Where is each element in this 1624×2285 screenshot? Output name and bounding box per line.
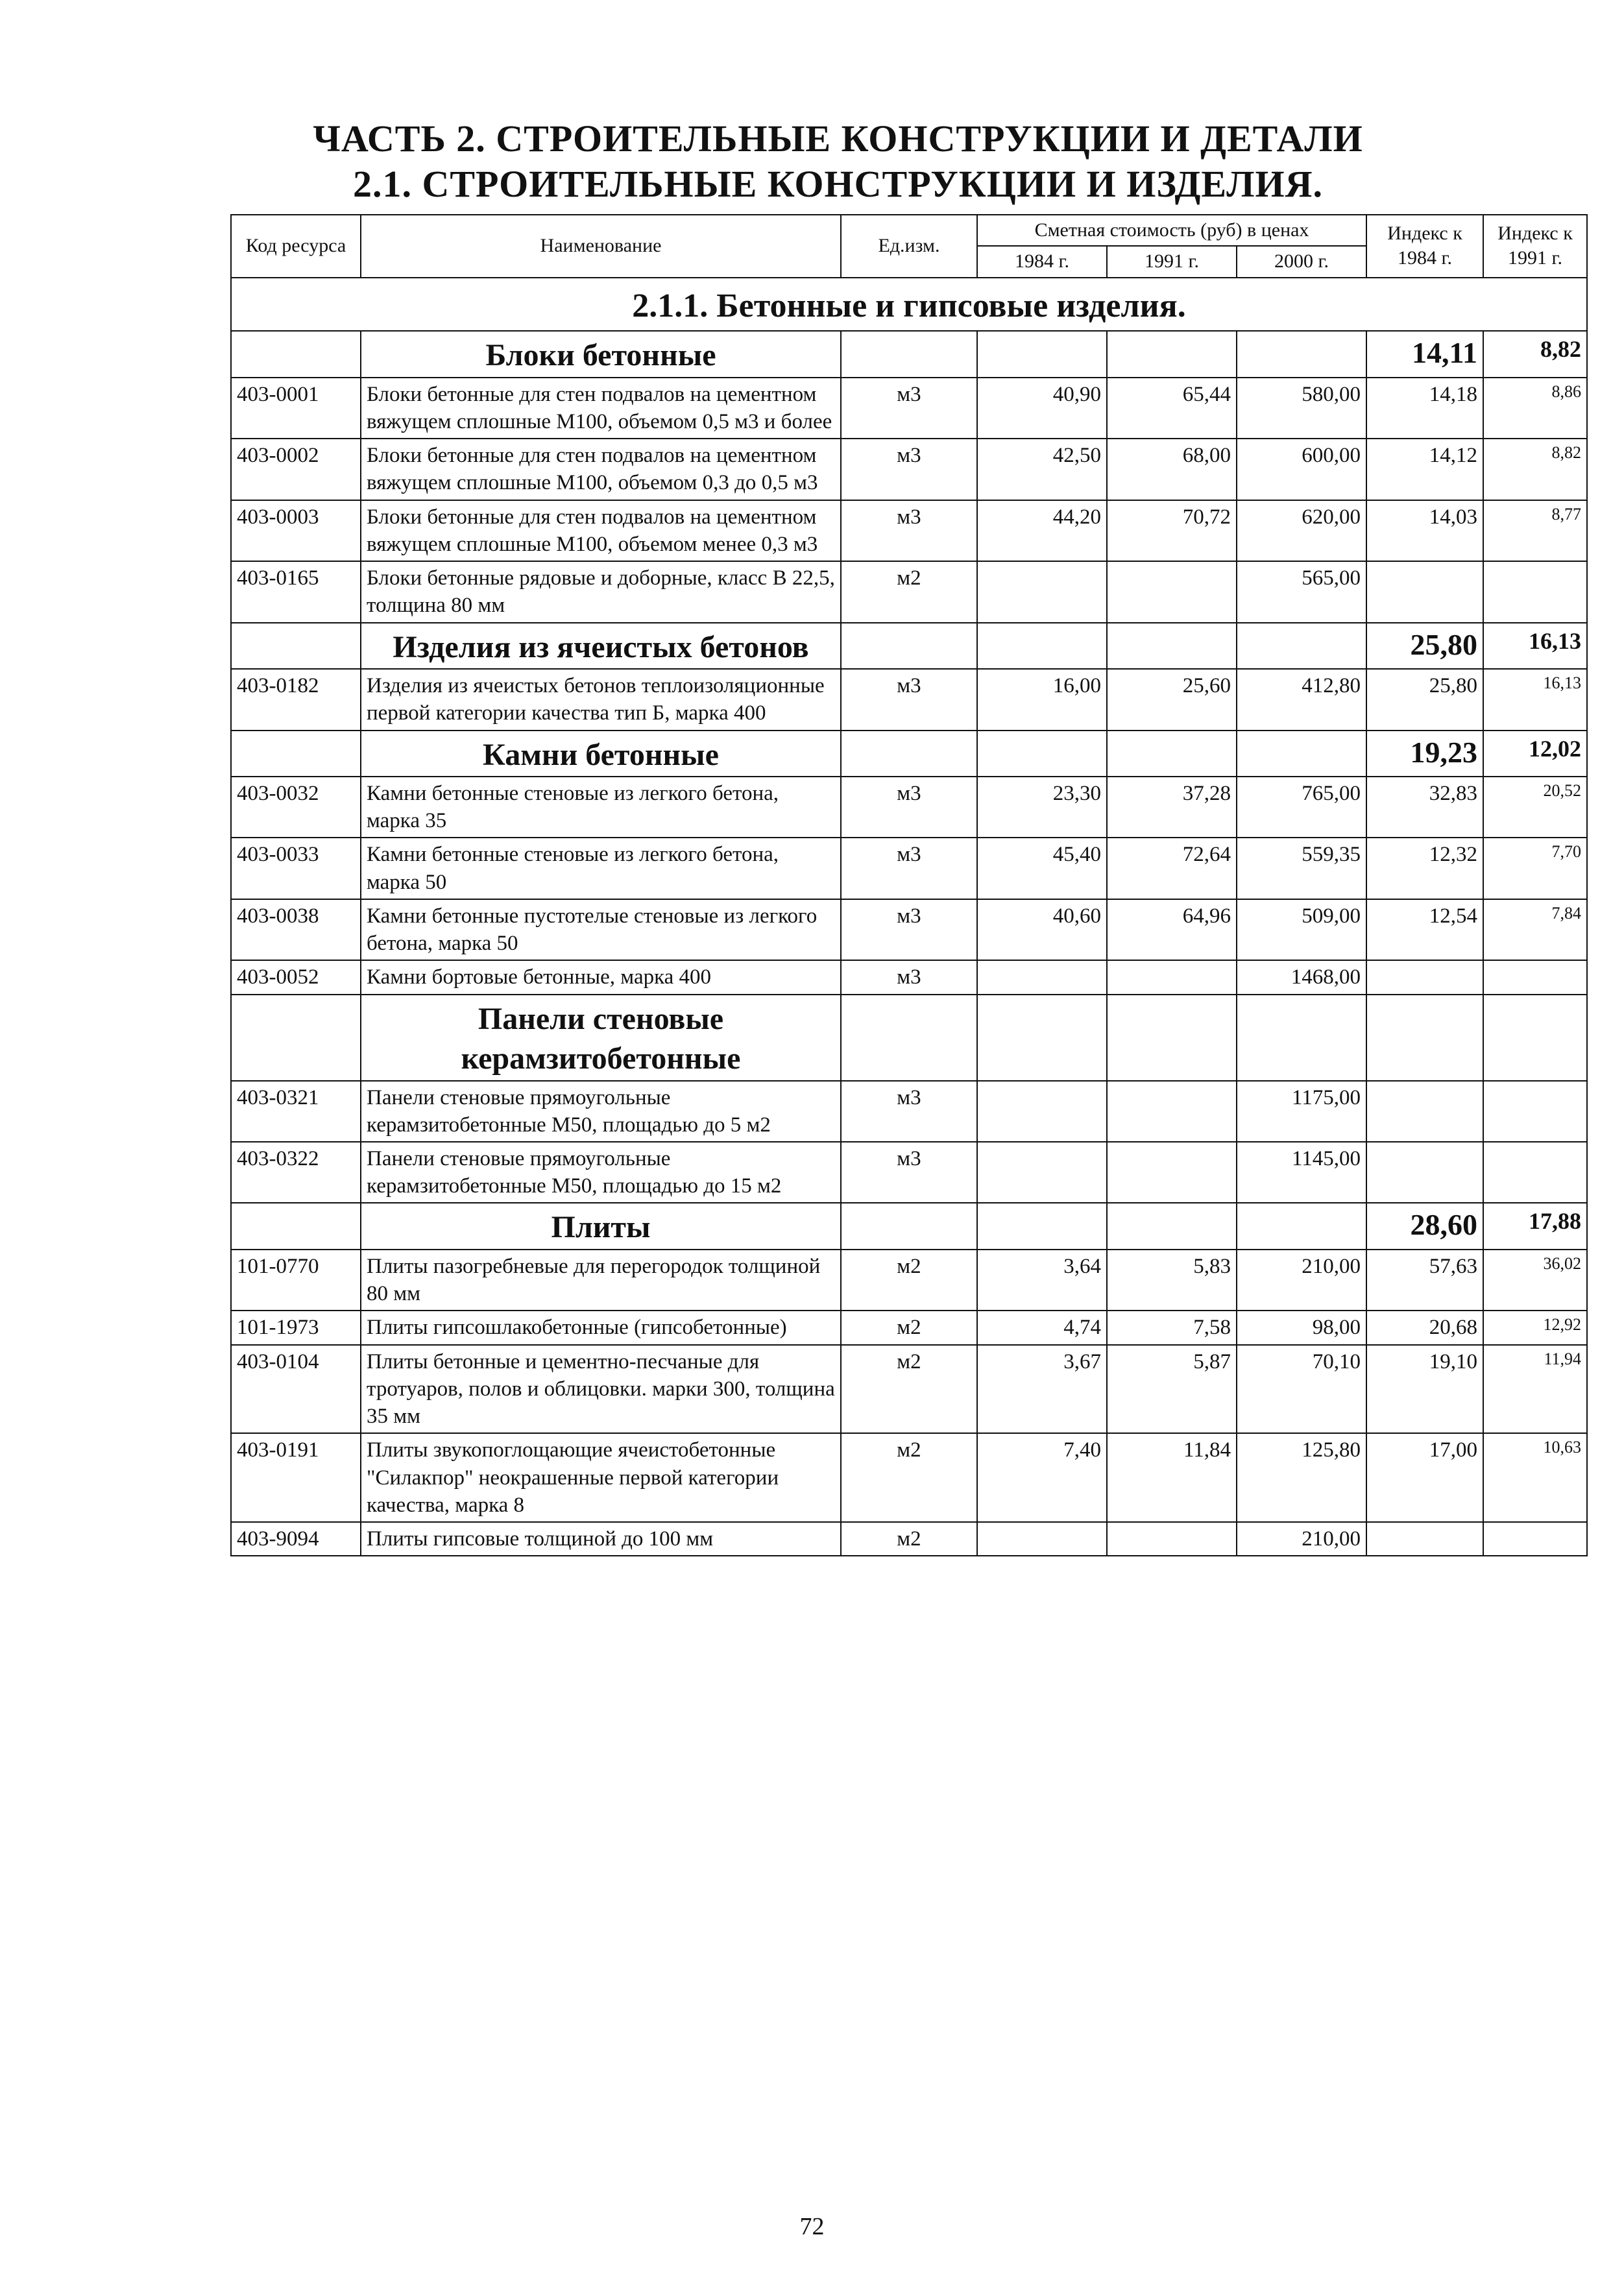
group-empty-cell — [841, 1203, 977, 1249]
index-1991 — [1483, 1081, 1587, 1142]
group-index-1984: 14,11 — [1366, 331, 1483, 377]
unit: м3 — [841, 777, 977, 838]
unit: м3 — [841, 669, 977, 730]
table-row — [231, 899, 1587, 960]
cost-2000: 210,00 — [1237, 1250, 1366, 1311]
resource-name: Изделия из ячеистых бетонов теплоизоляционные первой категории качества тип Б, марка 400 — [361, 669, 841, 730]
group-code-cell — [231, 331, 361, 377]
unit: м2 — [841, 1522, 977, 1556]
group-empty-cell — [977, 623, 1107, 669]
group-empty-cell — [1237, 331, 1366, 377]
index-1984 — [1366, 1081, 1483, 1142]
cost-1991 — [1107, 1142, 1237, 1203]
cost-1991: 7,58 — [1107, 1311, 1237, 1344]
index-1991 — [1483, 1522, 1587, 1556]
table-row — [231, 1250, 1587, 1311]
subsection-title: 2.1.1. Бетонные и гипсовые изделия. — [231, 278, 1587, 332]
cost-1991 — [1107, 1081, 1237, 1142]
table-row — [231, 1522, 1587, 1556]
index-1991: 20,52 — [1483, 777, 1587, 838]
cost-2000: 125,80 — [1237, 1433, 1366, 1522]
index-1991: 8,82 — [1483, 439, 1587, 500]
cost-1984: 23,30 — [977, 777, 1107, 838]
resource-code: 403-9094 — [231, 1522, 361, 1556]
group-name: Камни бетонные — [361, 731, 841, 777]
table-row — [231, 1142, 1587, 1203]
cost-1991: 25,60 — [1107, 669, 1237, 730]
table-row — [231, 1345, 1587, 1434]
group-empty-cell — [1237, 995, 1366, 1081]
table-row — [231, 1433, 1587, 1522]
group-index-1984: 25,80 — [1366, 623, 1483, 669]
group-name: Плиты — [361, 1203, 841, 1249]
resource-name: Плиты пазогребневые для перегородок толщиной 80 мм — [361, 1250, 841, 1311]
cost-2000: 765,00 — [1237, 777, 1366, 838]
table-row — [231, 1311, 1587, 1344]
cost-1991: 11,84 — [1107, 1433, 1237, 1522]
group-empty-cell — [1107, 623, 1237, 669]
cost-2000: 210,00 — [1237, 1522, 1366, 1556]
header-unit: Ед.изм. — [841, 215, 977, 278]
resource-name: Панели стеновые прямоугольные керамзитобетонные М50, площадью до 15 м2 — [361, 1142, 841, 1203]
cost-1984: 42,50 — [977, 439, 1107, 500]
group-empty-cell — [977, 731, 1107, 777]
index-1984: 20,68 — [1366, 1311, 1483, 1344]
unit: м3 — [841, 378, 977, 439]
group-empty-cell — [841, 623, 977, 669]
resource-code: 101-0770 — [231, 1250, 361, 1311]
index-1991: 16,13 — [1483, 669, 1587, 730]
index-1984: 57,63 — [1366, 1250, 1483, 1311]
cost-1991 — [1107, 960, 1237, 994]
cost-2000: 600,00 — [1237, 439, 1366, 500]
group-name: Панели стеновые керамзитобетонные — [361, 995, 841, 1081]
group-empty-cell — [1237, 731, 1366, 777]
group-empty-cell — [1107, 331, 1237, 377]
group-empty-cell — [1237, 623, 1366, 669]
cost-1991 — [1107, 561, 1237, 622]
index-1984: 17,00 — [1366, 1433, 1483, 1522]
table-row — [231, 669, 1587, 730]
table-row — [231, 1081, 1587, 1142]
resource-name: Плиты звукопоглощающие ячеистобетонные "Силакпор" неокрашенные первой категории качества, марка 8 — [361, 1433, 841, 1522]
subsection-row — [231, 278, 1587, 332]
index-1984 — [1366, 1142, 1483, 1203]
group-index-1984: 28,60 — [1366, 1203, 1483, 1249]
cost-1991: 64,96 — [1107, 899, 1237, 960]
index-1991 — [1483, 1142, 1587, 1203]
cost-1984 — [977, 1522, 1107, 1556]
group-empty-cell — [841, 331, 977, 377]
header-index-1984: Индекс к 1984 г. — [1366, 215, 1483, 278]
resource-name: Панели стеновые прямоугольные керамзитобетонные М50, площадью до 5 м2 — [361, 1081, 841, 1142]
resource-code: 403-0322 — [231, 1142, 361, 1203]
group-name: Блоки бетонные — [361, 331, 841, 377]
header-name: Наименование — [361, 215, 841, 278]
cost-2000: 98,00 — [1237, 1311, 1366, 1344]
unit: м2 — [841, 1250, 977, 1311]
table-row — [231, 960, 1587, 994]
cost-1991: 37,28 — [1107, 777, 1237, 838]
cost-1991: 65,44 — [1107, 378, 1237, 439]
group-index-1991: 8,82 — [1483, 331, 1587, 377]
resource-code: 101-1973 — [231, 1311, 361, 1344]
group-code-cell — [231, 995, 361, 1081]
page-number: 72 — [799, 2213, 825, 2240]
cost-1984: 4,74 — [977, 1311, 1107, 1344]
group-code-cell — [231, 731, 361, 777]
cost-1991: 72,64 — [1107, 838, 1237, 899]
cost-2000: 1175,00 — [1237, 1081, 1366, 1142]
group-empty-cell — [1107, 731, 1237, 777]
index-1984: 12,32 — [1366, 838, 1483, 899]
group-empty-cell — [1107, 1203, 1237, 1249]
resource-code: 403-0321 — [231, 1081, 361, 1142]
index-1984: 12,54 — [1366, 899, 1483, 960]
group-empty-cell — [841, 731, 977, 777]
index-1984: 14,12 — [1366, 439, 1483, 500]
cost-1991: 68,00 — [1107, 439, 1237, 500]
index-1984 — [1366, 960, 1483, 994]
cost-1991 — [1107, 1522, 1237, 1556]
group-row — [231, 331, 1587, 377]
cost-2000: 565,00 — [1237, 561, 1366, 622]
resource-code: 403-0191 — [231, 1433, 361, 1522]
cost-2000: 1468,00 — [1237, 960, 1366, 994]
header-1984: 1984 г. — [977, 246, 1107, 277]
table-row — [231, 439, 1587, 500]
cost-1984: 7,40 — [977, 1433, 1107, 1522]
index-1984: 32,83 — [1366, 777, 1483, 838]
unit: м3 — [841, 960, 977, 994]
part-title: ЧАСТЬ 2. СТРОИТЕЛЬНЫЕ КОНСТРУКЦИИ И ДЕТАЛИ — [313, 117, 1363, 160]
table-row — [231, 561, 1587, 622]
resource-name: Камни бетонные стеновые из легкого бетона, марка 35 — [361, 777, 841, 838]
resource-code: 403-0052 — [231, 960, 361, 994]
cost-1984 — [977, 1081, 1107, 1142]
cost-1991: 5,83 — [1107, 1250, 1237, 1311]
cost-2000: 509,00 — [1237, 899, 1366, 960]
section-title: 2.1. СТРОИТЕЛЬНЫЕ КОНСТРУКЦИИ И ИЗДЕЛИЯ. — [352, 163, 1323, 205]
group-empty-cell — [1107, 995, 1237, 1081]
cost-2000: 412,80 — [1237, 669, 1366, 730]
table-row — [231, 777, 1587, 838]
resource-code: 403-0032 — [231, 777, 361, 838]
group-empty-cell — [841, 995, 977, 1081]
cost-1991: 70,72 — [1107, 500, 1237, 561]
unit: м3 — [841, 838, 977, 899]
index-1991: 11,94 — [1483, 1345, 1587, 1434]
cost-1984: 3,67 — [977, 1345, 1107, 1434]
cost-2000: 580,00 — [1237, 378, 1366, 439]
group-empty-cell — [977, 995, 1107, 1081]
unit: м2 — [841, 1311, 977, 1344]
resource-name: Камни бетонные стеновые из легкого бетона, марка 50 — [361, 838, 841, 899]
resource-code: 403-0182 — [231, 669, 361, 730]
group-row — [231, 1203, 1587, 1249]
resource-code: 403-0002 — [231, 439, 361, 500]
unit: м2 — [841, 1433, 977, 1522]
index-1991: 8,86 — [1483, 378, 1587, 439]
resource-name: Плиты гипсовые толщиной до 100 мм — [361, 1522, 841, 1556]
group-code-cell — [231, 623, 361, 669]
resource-name: Камни бортовые бетонные, марка 400 — [361, 960, 841, 994]
index-1991: 12,92 — [1483, 1311, 1587, 1344]
cost-1984: 40,90 — [977, 378, 1107, 439]
resource-name: Блоки бетонные рядовые и доборные, класс В 22,5, толщина 80 мм — [361, 561, 841, 622]
resource-code: 403-0104 — [231, 1345, 361, 1434]
cost-1984: 16,00 — [977, 669, 1107, 730]
index-1984: 14,03 — [1366, 500, 1483, 561]
unit: м3 — [841, 899, 977, 960]
table-row — [231, 378, 1587, 439]
cost-1984 — [977, 1142, 1107, 1203]
group-row — [231, 731, 1587, 777]
resource-name: Плиты гипсошлакобетонные (гипсобетонные) — [361, 1311, 841, 1344]
group-empty-cell — [977, 1203, 1107, 1249]
resource-name: Блоки бетонные для стен подвалов на цементном вяжущем сплошные М100, объемом менее 0,3 м3 — [361, 500, 841, 561]
resource-code: 403-0001 — [231, 378, 361, 439]
cost-1991: 5,87 — [1107, 1345, 1237, 1434]
resource-name: Блоки бетонные для стен подвалов на цементном вяжущем сплошные М100, объемом 0,3 до 0,5 м3 — [361, 439, 841, 500]
table-row — [231, 500, 1587, 561]
header-code: Код ресурса — [231, 215, 361, 278]
group-empty-cell — [1237, 1203, 1366, 1249]
resource-name: Камни бетонные пустотелые стеновые из легкого бетона, марка 50 — [361, 899, 841, 960]
cost-2000: 70,10 — [1237, 1345, 1366, 1434]
resource-code: 403-0003 — [231, 500, 361, 561]
group-index-1984 — [1366, 995, 1483, 1081]
unit: м3 — [841, 1142, 977, 1203]
unit: м3 — [841, 500, 977, 561]
cost-1984: 44,20 — [977, 500, 1107, 561]
cost-1984 — [977, 960, 1107, 994]
cost-2000: 1145,00 — [1237, 1142, 1366, 1203]
resource-code: 403-0033 — [231, 838, 361, 899]
resource-name: Блоки бетонные для стен подвалов на цементном вяжущем сплошные М100, объемом 0,5 м3 и более — [361, 378, 841, 439]
index-1991: 36,02 — [1483, 1250, 1587, 1311]
resource-name: Плиты бетонные и цементно-песчаные для тротуаров, полов и облицовки. марки 300, толщина 35 мм — [361, 1345, 841, 1434]
header-1991: 1991 г. — [1107, 246, 1237, 277]
index-1984: 14,18 — [1366, 378, 1483, 439]
cost-1984: 3,64 — [977, 1250, 1107, 1311]
table-row — [231, 838, 1587, 899]
cost-2000: 620,00 — [1237, 500, 1366, 561]
cost-1984: 45,40 — [977, 838, 1107, 899]
unit: м3 — [841, 1081, 977, 1142]
cost-1984: 40,60 — [977, 899, 1107, 960]
unit: м3 — [841, 439, 977, 500]
header-cost-group: Сметная стоимость (руб) в ценах — [977, 215, 1366, 246]
group-index-1984: 19,23 — [1366, 731, 1483, 777]
resource-code: 403-0038 — [231, 899, 361, 960]
group-empty-cell — [977, 331, 1107, 377]
group-index-1991: 17,88 — [1483, 1203, 1587, 1249]
group-name: Изделия из ячеистых бетонов — [361, 623, 841, 669]
header-2000: 2000 г. — [1237, 246, 1366, 277]
group-code-cell — [231, 1203, 361, 1249]
cost-2000: 559,35 — [1237, 838, 1366, 899]
index-1991: 7,84 — [1483, 899, 1587, 960]
index-1984 — [1366, 561, 1483, 622]
index-1984: 19,10 — [1366, 1345, 1483, 1434]
group-row — [231, 995, 1587, 1081]
index-1991: 7,70 — [1483, 838, 1587, 899]
header-row-1 — [231, 215, 1587, 246]
index-1984 — [1366, 1522, 1483, 1556]
index-1991: 10,63 — [1483, 1433, 1587, 1522]
group-index-1991: 16,13 — [1483, 623, 1587, 669]
index-1991 — [1483, 960, 1587, 994]
group-index-1991: 12,02 — [1483, 731, 1587, 777]
unit: м2 — [841, 561, 977, 622]
group-index-1991 — [1483, 995, 1587, 1081]
unit: м2 — [841, 1345, 977, 1434]
price-table — [230, 214, 1588, 1556]
group-row — [231, 623, 1587, 669]
index-1984: 25,80 — [1366, 669, 1483, 730]
header-index-1991: Индекс к 1991 г. — [1483, 215, 1587, 278]
index-1991: 8,77 — [1483, 500, 1587, 561]
resource-code: 403-0165 — [231, 561, 361, 622]
index-1991 — [1483, 561, 1587, 622]
cost-1984 — [977, 561, 1107, 622]
